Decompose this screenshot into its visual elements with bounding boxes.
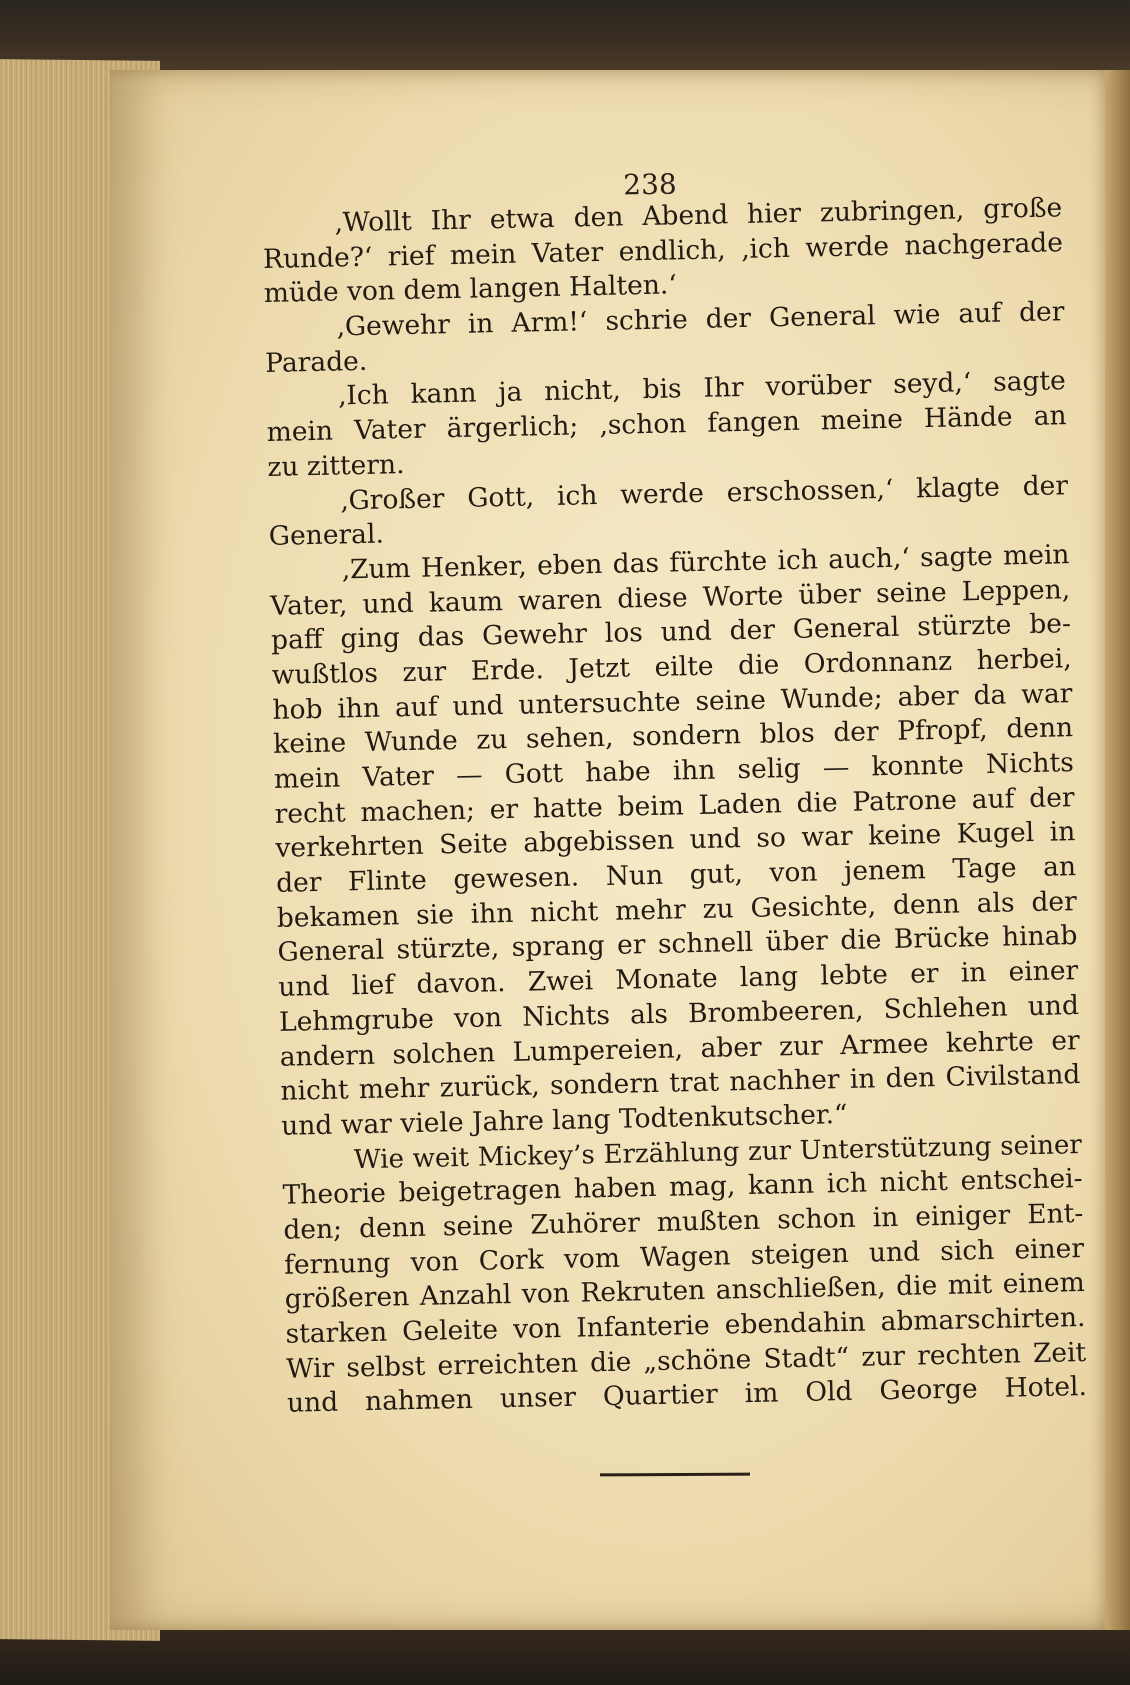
text-line: verkehrten Seite abgebissen und so war keine Kugel in: [275, 816, 1076, 865]
text-line: ‚Großer Gott, ich werde erschossen,‘ klagte der: [339, 469, 1069, 516]
text-line: ‚Ich kann ja nicht, bis Ihr vorüber seyd,‘ sagte: [337, 365, 1067, 412]
text-line: Parade.: [264, 345, 368, 379]
text-line: größeren Anzahl von Rekruten anschließen, die mit einem: [284, 1267, 1086, 1316]
text-line: zu zittern.: [267, 448, 405, 483]
text-line: den; denn seine Zuhörer mußten schon in einiger Ent-: [283, 1197, 1084, 1246]
text-line: keine Wunde zu sehen, sondern blos der Pfropf, denn: [272, 712, 1074, 761]
text-line: General stürzte, sprang er schnell über die Brücke hinab: [277, 920, 1078, 969]
text-line: ‚Gewehr in Arm!‘ schrie der General wie auf der: [336, 296, 1065, 343]
text-line: recht machen; er hatte beim Laden die Patrone auf der: [274, 781, 1075, 830]
text-line: ‚Zum Henker, eben das fürchte ich auch,‘ sagte mein: [341, 539, 1070, 586]
text-line: der Flinte gewesen. Nun gut, von jenem Tage an: [275, 851, 1077, 899]
text-line: Theorie beigetragen haben mag, kann ich nicht entschei-: [282, 1163, 1083, 1212]
text-line: Lehmgrube von Nichts als Brombeeren, Schlehen und: [278, 989, 1080, 1038]
text-line: müde von dem langen Halten.‘: [263, 269, 678, 310]
text-line: mein Vater — Gott habe ihn selig — konnte Nichts: [273, 747, 1075, 795]
body-text: [262, 191, 1087, 1422]
text-line: bekamen sie ihn nicht mehr zu Gesichte, denn als der: [276, 885, 1078, 934]
text-line: Runde?‘ rief mein Vater endlich, ‚ich werde nachgerade: [262, 226, 1064, 275]
text-line: Wie weit Mickey’s Erzählung zur Unterstützung seiner: [353, 1129, 1083, 1175]
book-cover-top: [0, 0, 1130, 70]
page-number: 238: [623, 167, 677, 202]
text-line: hob ihn auf und untersuchte seine Wunde; aber da war: [272, 677, 1073, 726]
text-line: starken Geleite von Infanterie ebendahin abmarschirten.: [285, 1302, 1086, 1350]
text-line: und war viele Jahre lang Todtenkutscher.“: [280, 1098, 848, 1142]
text-line: Vater, und kaum waren diese Worte über seine Leppen,: [270, 573, 1071, 622]
page-right-edge: [1105, 70, 1130, 1630]
text-line: ‚Wollt Ihr etwa den Abend hier zubringen, große: [334, 192, 1063, 239]
text-line: andern solchen Lumpereien, aber zur Armee kehrte er: [279, 1024, 1080, 1073]
text-line: paff ging das Gewehr los und der General stürzte be-: [270, 608, 1072, 657]
text-line: fernung von Cork vom Wagen steigen und sich einer: [283, 1232, 1085, 1281]
text-line: und nahmen unser Quartier im Old George Hotel.: [286, 1371, 1088, 1420]
text-line: nicht mehr zurück, sondern trat nachher in den Civilstand: [280, 1059, 1081, 1107]
text-line: Wir selbst erreichten die „schöne Stadt“ zur rechten Zeit: [285, 1336, 1087, 1385]
text-line: mein Vater ärgerlich; ‚schon fangen meine Hände an: [266, 400, 1067, 449]
text-line: und lief davon. Zwei Monate lang lebte er in einer: [278, 955, 1079, 1003]
text-line: General.: [268, 518, 385, 553]
text-line: wußtlos zur Erde. Jetzt eilte die Ordonnanz herbei,: [271, 643, 1072, 691]
